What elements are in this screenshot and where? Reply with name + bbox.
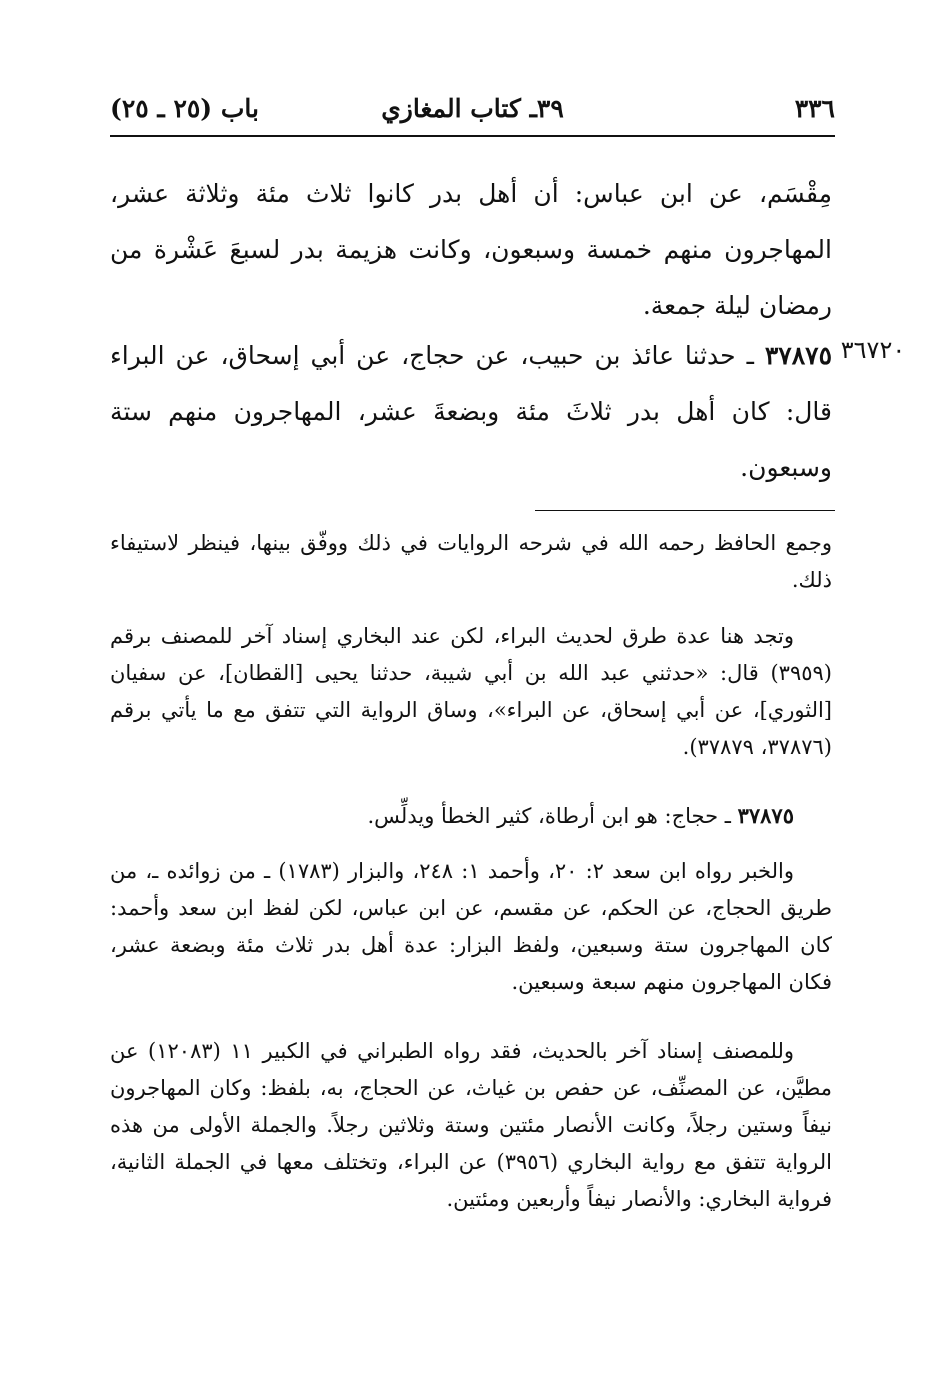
footnote-1 <box>110 525 832 599</box>
footnote-3 <box>110 797 832 835</box>
header-rule <box>110 135 835 137</box>
footnote-2 <box>110 618 832 766</box>
footnote-hadith-number: ٣٧٨٧٥ <box>737 803 794 828</box>
hadith-number: ٣٧٨٧٥ <box>764 341 832 370</box>
footnote-text: والخبر رواه ابن سعد ٢: ٢٠، وأحمد ١: ٢٤٨، والبزار (١٧٨٣) ـ من زوائده ـ، من طريق الحجاج، عن الحكم، عن مقسم، عن ابن عباس، لكن لفظ ابن سعد وأحمد: كان المهاجرون ستة وسبعين، ولفظ البزار: عدة أهل بدر ثلاث مئة وبضعة عشر، فكان المهاجرون منهم سبعة وسبعين. <box>110 859 832 994</box>
footnote-5 <box>110 1033 832 1218</box>
hadith-paragraph <box>110 328 832 496</box>
page-header <box>110 88 835 132</box>
chapter-label: باب (٢٥ ـ ٢٥) <box>110 94 259 123</box>
paragraph-text: مِقْسَم، عن ابن عباس: أن أهل بدر كانوا ثلاث مئة وثلاثة عشر، المهاجرون منهم خمسة وسبعون، وكانت هزيمة بدر لسبعَ عَشْرة من رمضان ليلة جمعة. <box>110 179 832 320</box>
footnote-4 <box>110 853 832 1001</box>
footnote-hadith-text: ـ حجاج: هو ابن أرطاة، كثير الخطأ ويدلِّس. <box>367 804 738 828</box>
book-title: ٣٩ـ كتاب المغازي <box>381 94 564 123</box>
page-number: ٣٣٦ <box>794 94 835 123</box>
hadith-text: ـ حدثنا عائذ بن حبيب، عن حجاج، عن أبي إسحاق، عن البراء قال: كان أهل بدر ثلاثَ مئة وبضعةَ عشر، المهاجرون منهم ستة وسبعون. <box>110 341 832 482</box>
main-text-paragraph-1 <box>110 166 832 334</box>
footnote-text: وللمصنف إسناد آخر بالحديث، فقد رواه الطبراني في الكبير ١١ (١٢٠٨٣) عن مطيَّن، عن المصنِّف، عن حفص بن غياث، عن الحجاج، به، بلفظ: وكان المهاجرون نيفاً وستين رجلاً، وكانت الأنصار مئتين وستة وثلاثين رجلاً. والجملة الأولى من هذه الرواية تتفق مع رواية البخاري (٣٩٥٦) عن البراء، وتختلف معها في الجملة الثانية، فرواية البخاري: والأنصار نيفاً وأربعين ومئتين. <box>110 1039 832 1211</box>
footnote-separator <box>535 510 835 511</box>
footnote-text: وتجد هنا عدة طرق لحديث البراء، لكن عند البخاري إسناد آخر للمصنف برقم (٣٩٥٩) قال: «حدثني عبد الله بن أبي شيبة، حدثنا يحيى [القطان]، عن سفيان [الثوري]، عن أبي إسحاق، عن البراء»، وساق الرواية التي تتفق مع ما يأتي برقم (٣٧٨٧٦، ٣٧٨٧٩). <box>110 624 832 759</box>
margin-number: ٣٦٧٢٠ <box>840 336 906 364</box>
footnote-hadith <box>110 797 832 835</box>
footnote-text: وجمع الحافظ رحمه الله في شرحه الروايات في ذلك ووفّق بينها، فينظر لاستيفاء ذلك. <box>110 531 832 592</box>
main-text-paragraph-2 <box>110 328 832 496</box>
